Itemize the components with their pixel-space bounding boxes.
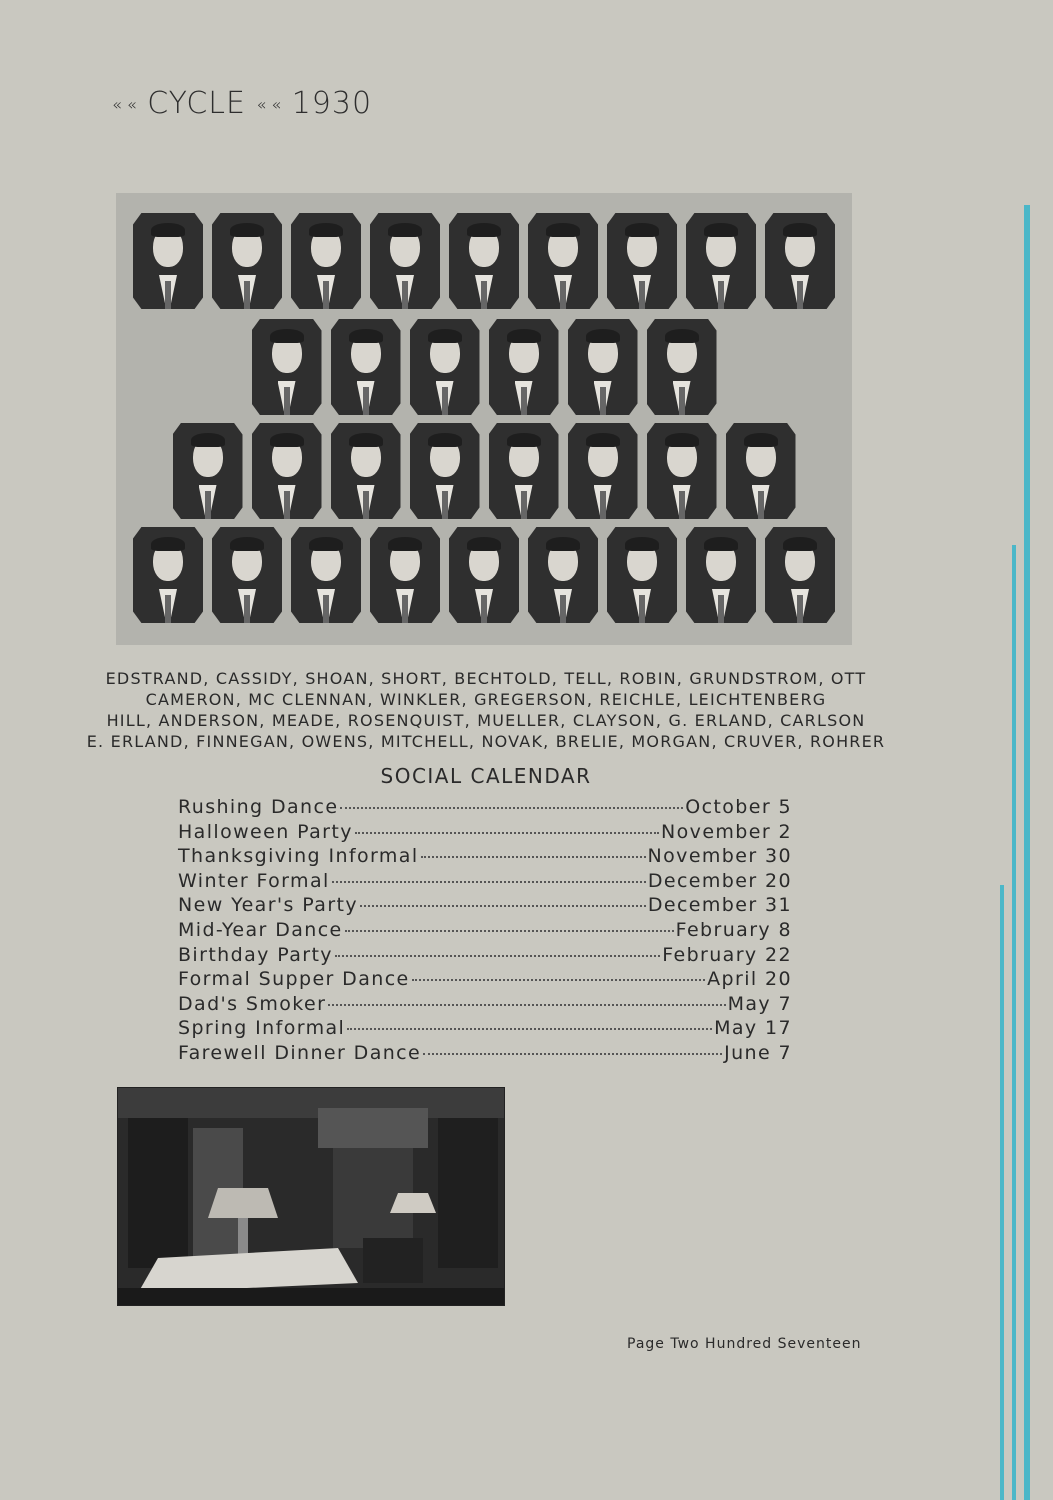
member-portrait: [331, 423, 401, 519]
member-portrait: [489, 319, 559, 415]
calendar-entry: [178, 821, 792, 846]
member-portrait: [647, 423, 717, 519]
dot-leader: [340, 807, 683, 809]
member-portrait: [726, 423, 796, 519]
member-portrait: [528, 213, 598, 309]
event-date: December 31: [647, 894, 792, 917]
member-portrait: [212, 213, 282, 309]
calendar-entry: [178, 845, 792, 870]
names-row: E. ERLAND, FINNEGAN, OWENS, MITCHELL, NOVAK, BRELIE, MORGAN, CRUVER, ROHRER: [86, 732, 886, 751]
event-date: May 7: [727, 992, 792, 1015]
dot-leader: [421, 856, 646, 858]
decorative-bar-3: [1000, 885, 1004, 1500]
member-portrait: [370, 527, 440, 623]
dot-leader: [328, 1004, 725, 1006]
dot-leader: [345, 930, 674, 932]
event-date: April 20: [707, 968, 792, 991]
chapter-room-photo: [117, 1087, 505, 1306]
member-portrait: [133, 527, 203, 623]
event-date: October 5: [685, 796, 792, 818]
member-portrait: [252, 423, 322, 519]
names-row: CAMERON, MC CLENNAN, WINKLER, GREGERSON, REICHLE, LEICHTENBERG: [145, 690, 827, 709]
calendar-entry: [178, 968, 792, 993]
dot-leader: [355, 832, 659, 834]
dot-leader: [335, 955, 660, 957]
calendar-entry: [178, 993, 792, 1018]
member-portrait: [173, 423, 243, 519]
event-date: May 17: [714, 1017, 792, 1040]
header-year: 1930: [291, 86, 373, 121]
member-portrait: [370, 213, 440, 309]
member-portrait: [410, 319, 480, 415]
member-portrait: [331, 319, 401, 415]
portrait-row: [116, 319, 852, 415]
event-date: February 22: [662, 943, 792, 966]
calendar-entry: [178, 796, 792, 821]
member-portrait: [647, 319, 717, 415]
event-name: Dad's Smoker: [178, 992, 327, 1015]
header-title: CYCLE: [147, 86, 246, 121]
member-portrait: [449, 527, 519, 623]
event-name: Thanksgiving Informal: [178, 845, 419, 868]
calendar-title: SOCIAL CALENDAR: [380, 764, 592, 788]
event-name: Formal Supper Dance: [178, 968, 410, 991]
dot-leader: [347, 1028, 712, 1030]
member-portrait: [607, 527, 677, 623]
event-name: Halloween Party: [178, 820, 353, 843]
event-name: Birthday Party: [178, 943, 333, 966]
event-name: Spring Informal: [178, 1017, 346, 1040]
member-portrait: [765, 527, 835, 623]
member-portrait: [410, 423, 480, 519]
event-date: November 2: [661, 820, 792, 843]
portrait-row: [116, 213, 852, 309]
calendar-entry: [178, 1017, 792, 1042]
member-portrait: [568, 319, 638, 415]
member-portrait: [449, 213, 519, 309]
member-portrait: [291, 527, 361, 623]
calendar-entry: [178, 944, 792, 969]
calendar-entry: [178, 894, 792, 919]
chevron-marks-mid: « «: [256, 95, 282, 114]
event-name: Mid-Year Dance: [178, 918, 343, 941]
page-number-footer: Page Two Hundred Seventeen: [627, 1336, 862, 1352]
names-row: EDSTRAND, CASSIDY, SHOAN, SHORT, BECHTOLD, TELL, ROBIN, GRUNDSTROM, OTT: [105, 669, 867, 688]
dot-leader: [360, 905, 646, 907]
member-portrait-composite: [116, 193, 852, 645]
member-portrait: [528, 527, 598, 623]
calendar-entry: [178, 870, 792, 895]
event-date: February 8: [675, 918, 792, 941]
event-name: Rushing Dance: [178, 796, 339, 818]
dot-leader: [423, 1053, 722, 1055]
event-name: New Year's Party: [178, 894, 359, 917]
dot-leader: [332, 881, 646, 883]
member-portrait: [686, 527, 756, 623]
member-portrait: [212, 527, 282, 623]
portrait-row: [116, 527, 852, 623]
event-date: June 7: [724, 1041, 792, 1064]
member-portrait: [489, 423, 559, 519]
decorative-bar-1: [1024, 205, 1030, 1500]
names-row: HILL, ANDERSON, MEADE, ROSENQUIST, MUELLER, CLAYSON, G. ERLAND, CARLSON: [106, 711, 866, 730]
member-portrait: [765, 213, 835, 309]
social-calendar: [178, 796, 792, 1067]
room-photo-image: [118, 1088, 504, 1305]
member-names: [0, 668, 986, 752]
member-portrait: [133, 213, 203, 309]
member-portrait: [568, 423, 638, 519]
decorative-bar-2: [1012, 545, 1016, 1500]
page-header: [112, 86, 372, 121]
portrait-row: [116, 423, 852, 519]
member-portrait: [252, 319, 322, 415]
calendar-entry: [178, 919, 792, 944]
chevron-marks-left: « «: [112, 95, 137, 114]
member-portrait: [607, 213, 677, 309]
member-portrait: [686, 213, 756, 309]
calendar-entry: [178, 1042, 792, 1067]
dot-leader: [412, 979, 706, 981]
member-portrait: [291, 213, 361, 309]
event-name: Farewell Dinner Dance: [178, 1041, 422, 1064]
event-name: Winter Formal: [178, 869, 330, 892]
event-date: December 20: [647, 869, 792, 892]
event-date: November 30: [647, 845, 792, 868]
